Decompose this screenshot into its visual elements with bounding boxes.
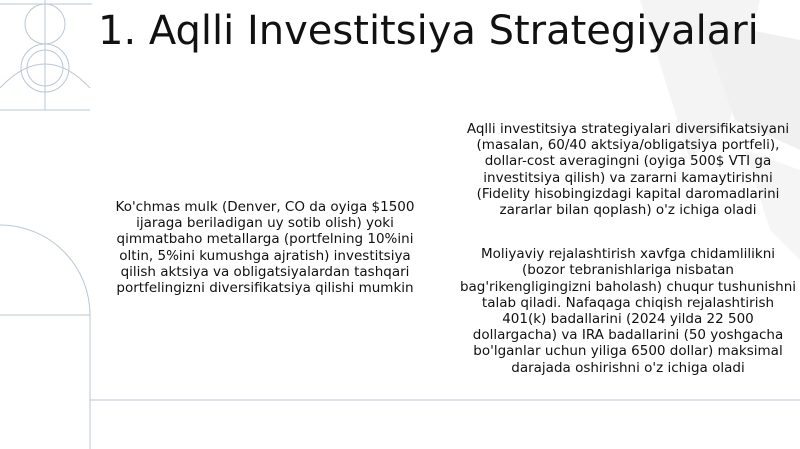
slide-title: 1. Aqlli Investitsiya Strategiyalari: [98, 8, 759, 54]
left-text-column: [100, 199, 430, 296]
right-paragraph-strategies: Aqlli investitsiya strategiyalari diversifikatsiyani (masalan, 60/40 aktsiya/obligatsiya portfeli), dollar-cost averagingni (oyiga 500$ VTI ga investitsiya qilish) va zararni kamaytirishni (Fidelity hisobingizdagi kapital daromadlarini zararlar bilan qoplash) o'z ichiga oladi: [466, 121, 790, 219]
right-paragraph-planning: Moliyaviy rejalashtirish xavfga chidamlilikni (bozor tebranishlariga nisbatan bag'rikengligingizni baholash) chuqur tushunishni talab qiladi. Nafaqaga chiqish rejalashtirish 401(k) badallarini (2024 yilda 22 500 dollargacha) va IRA badallarini (50 yoshgacha bo'lganlar uchun yiliga 6500 dollar) maksimal darajada oshirishni o'z ichiga oladi: [459, 246, 797, 376]
large-arc: [0, 225, 90, 449]
right-text-column: [458, 121, 798, 376]
left-paragraph: Ko'chmas mulk (Denver, CO da oyiga $1500 ijaraga beriladigan uy sotib olish) yoki qimmatbaho metallarga (portfelning 10%ini oltin, 5%ini kumushga ajratish) investitsiya qilish aktsiya va obligatsiyalardan tashqari portfelingizni diversifikatsiya qilishi mumkin: [115, 199, 415, 297]
